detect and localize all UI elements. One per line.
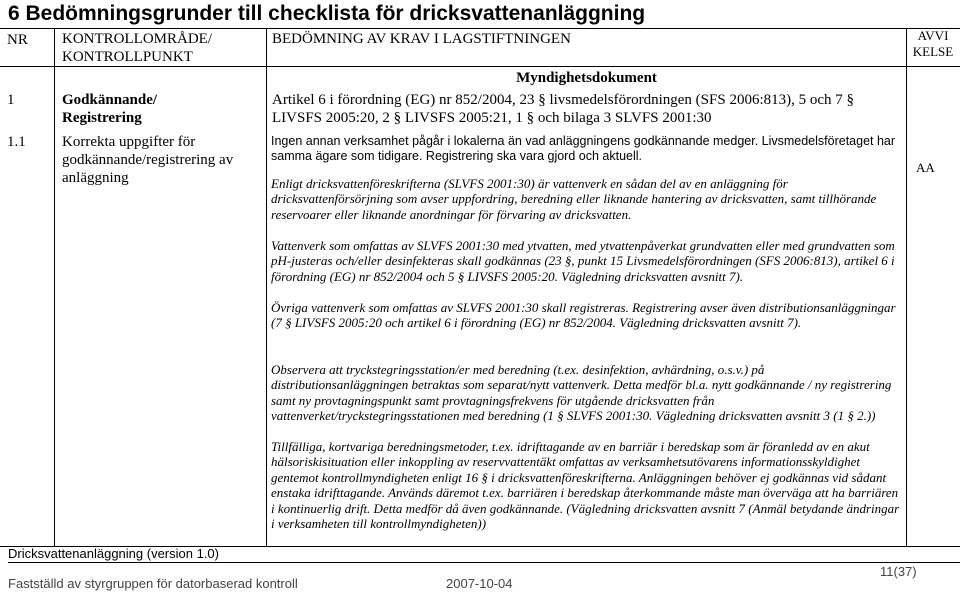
footer-date: 2007-10-04: [446, 576, 513, 591]
paragraph-4: Observera att tryckstegringsstation/er med beredning (t.ex. desinfektion, avhärdning, o.s.v.) på distributionsanläggningen betraktas som separat/nytt vattenverk. Detta medför bl.a. nytt godkännande / ny registrering samt ny provtagningspunkt samt provtagningsfrekvens för utgående dricksvatten från vattenverket/tryckstegringsstationen med beredning (1 § SLVFS 2001:30. Vägledning dricksvatten avsnitt 3 (1 § 2.)): [271, 362, 892, 424]
table-top-border: [0, 28, 960, 29]
paragraph-3: Övriga vattenverk som omfattas av SLVFS 2001:30 skall registreras. Registrering avser även distributionsanläggningar (7 § LIVSFS 2005:20 och artikel 6 i förordning (EG) nr 852/2004. Vägledning dricksvatten avsnitt 7).: [271, 300, 896, 331]
row-1-1-area: Korrekta uppgifter för godkännande/registrering av anläggning: [62, 134, 234, 186]
paragraph-2: Vattenverk som omfattas av SLVFS 2001:30 med ytvatten, med ytvattenpåverkat grundvatten eller med grundvatten som pH-justeras och/eller desinfekteras skall godkännas (23 §, punkt 15 Livsmedelsförordningen (SFS 2006:813), artikel 6 i förordning (EG) nr 852/2004 och 5 § LIVSFS 2005:20. Vägledning dricksvatten avsnitt 7).: [271, 238, 895, 284]
footer-doc-name: Dricksvattenanläggning (version 1.0): [8, 546, 219, 561]
col-divider-area: [266, 28, 267, 546]
header-bottom-border: [0, 66, 960, 67]
section-heading: Myndighetsdokument: [516, 70, 657, 86]
col-divider-nr: [54, 28, 55, 546]
footer-page-number: 11(37): [880, 564, 917, 579]
header-deviation: AVVI KELSE: [912, 28, 954, 59]
paragraph-1: Enligt dricksvattenföreskrifterna (SLVFS 2001:30) är vattenverk en sådan del av en anläggning för dricksvattenförsörjning som avser uppfordring, beredning eller liknande hantering av dricksvatten, samt tillhörande reservoarer eller liknande anordningar för förvaring av dricksvatten.: [271, 176, 877, 222]
row-1-1-nr: 1.1: [7, 134, 26, 150]
header-nr: NR: [7, 32, 28, 48]
paragraph-5: Tillfälliga, kortvariga beredningsmetoder, t.ex. idrifttagande av en barriär i beredskap som är föranledd av en akut hälsoriskisituation eller inkoppling av reservvattentäkt omfattas av verksamhetsutövarens informationsskyldighet gentemot kontrollmyndigheten enligt 16 § i dricksvattenföreskrifterna. Anläggningen behöver ej godkännas vid sådant enstaka idrifttagande. Används däremot t.ex. barriären i beredskap återkommande måste man överväga att ha barriären i kontinuerlig drift. Detta medför då även godkännande. (Vägledning dricksvatten avsnitt 7 (Anmäl betydande ändringar i verksamheten till kontrollmyndigheten)): [271, 439, 900, 532]
footer-rule: [8, 562, 960, 563]
row-1-assessment: Artikel 6 i förordning (EG) nr 852/2004, 23 § livsmedelsförordningen (SFS 2006:813), 5 och 7 § LIVSFS 2005:20, 2 § LIVSFS 2005:21, 1 § och bilaga 3 SLVFS 2001:30: [272, 92, 855, 126]
row-1-nr: 1: [7, 92, 15, 108]
page-title: 6 Bedömningsgrunder till checklista för dricksvattenanläggning: [8, 2, 646, 25]
row-1-1-intro: Ingen annan verksamhet pågår i lokalerna än vad anläggningens godkännande medger. Livsmedelsföretaget har samma ägare som tidigare. Registrering ska vara gjord och aktuell.: [271, 134, 896, 164]
row-1-1-deviation: AA: [916, 160, 935, 175]
header-area: KONTROLLOMRÅDE/ KONTROLLPUNKT: [62, 31, 212, 65]
row-1-area: Godkännande/ Registrering: [62, 92, 158, 126]
col-divider-assessment: [906, 28, 907, 546]
header-assessment: BEDÖMNING AV KRAV I LAGSTIFTNINGEN: [272, 31, 571, 47]
footer-approved-by: Fastställd av styrgruppen för datorbaserad kontroll: [8, 576, 298, 591]
